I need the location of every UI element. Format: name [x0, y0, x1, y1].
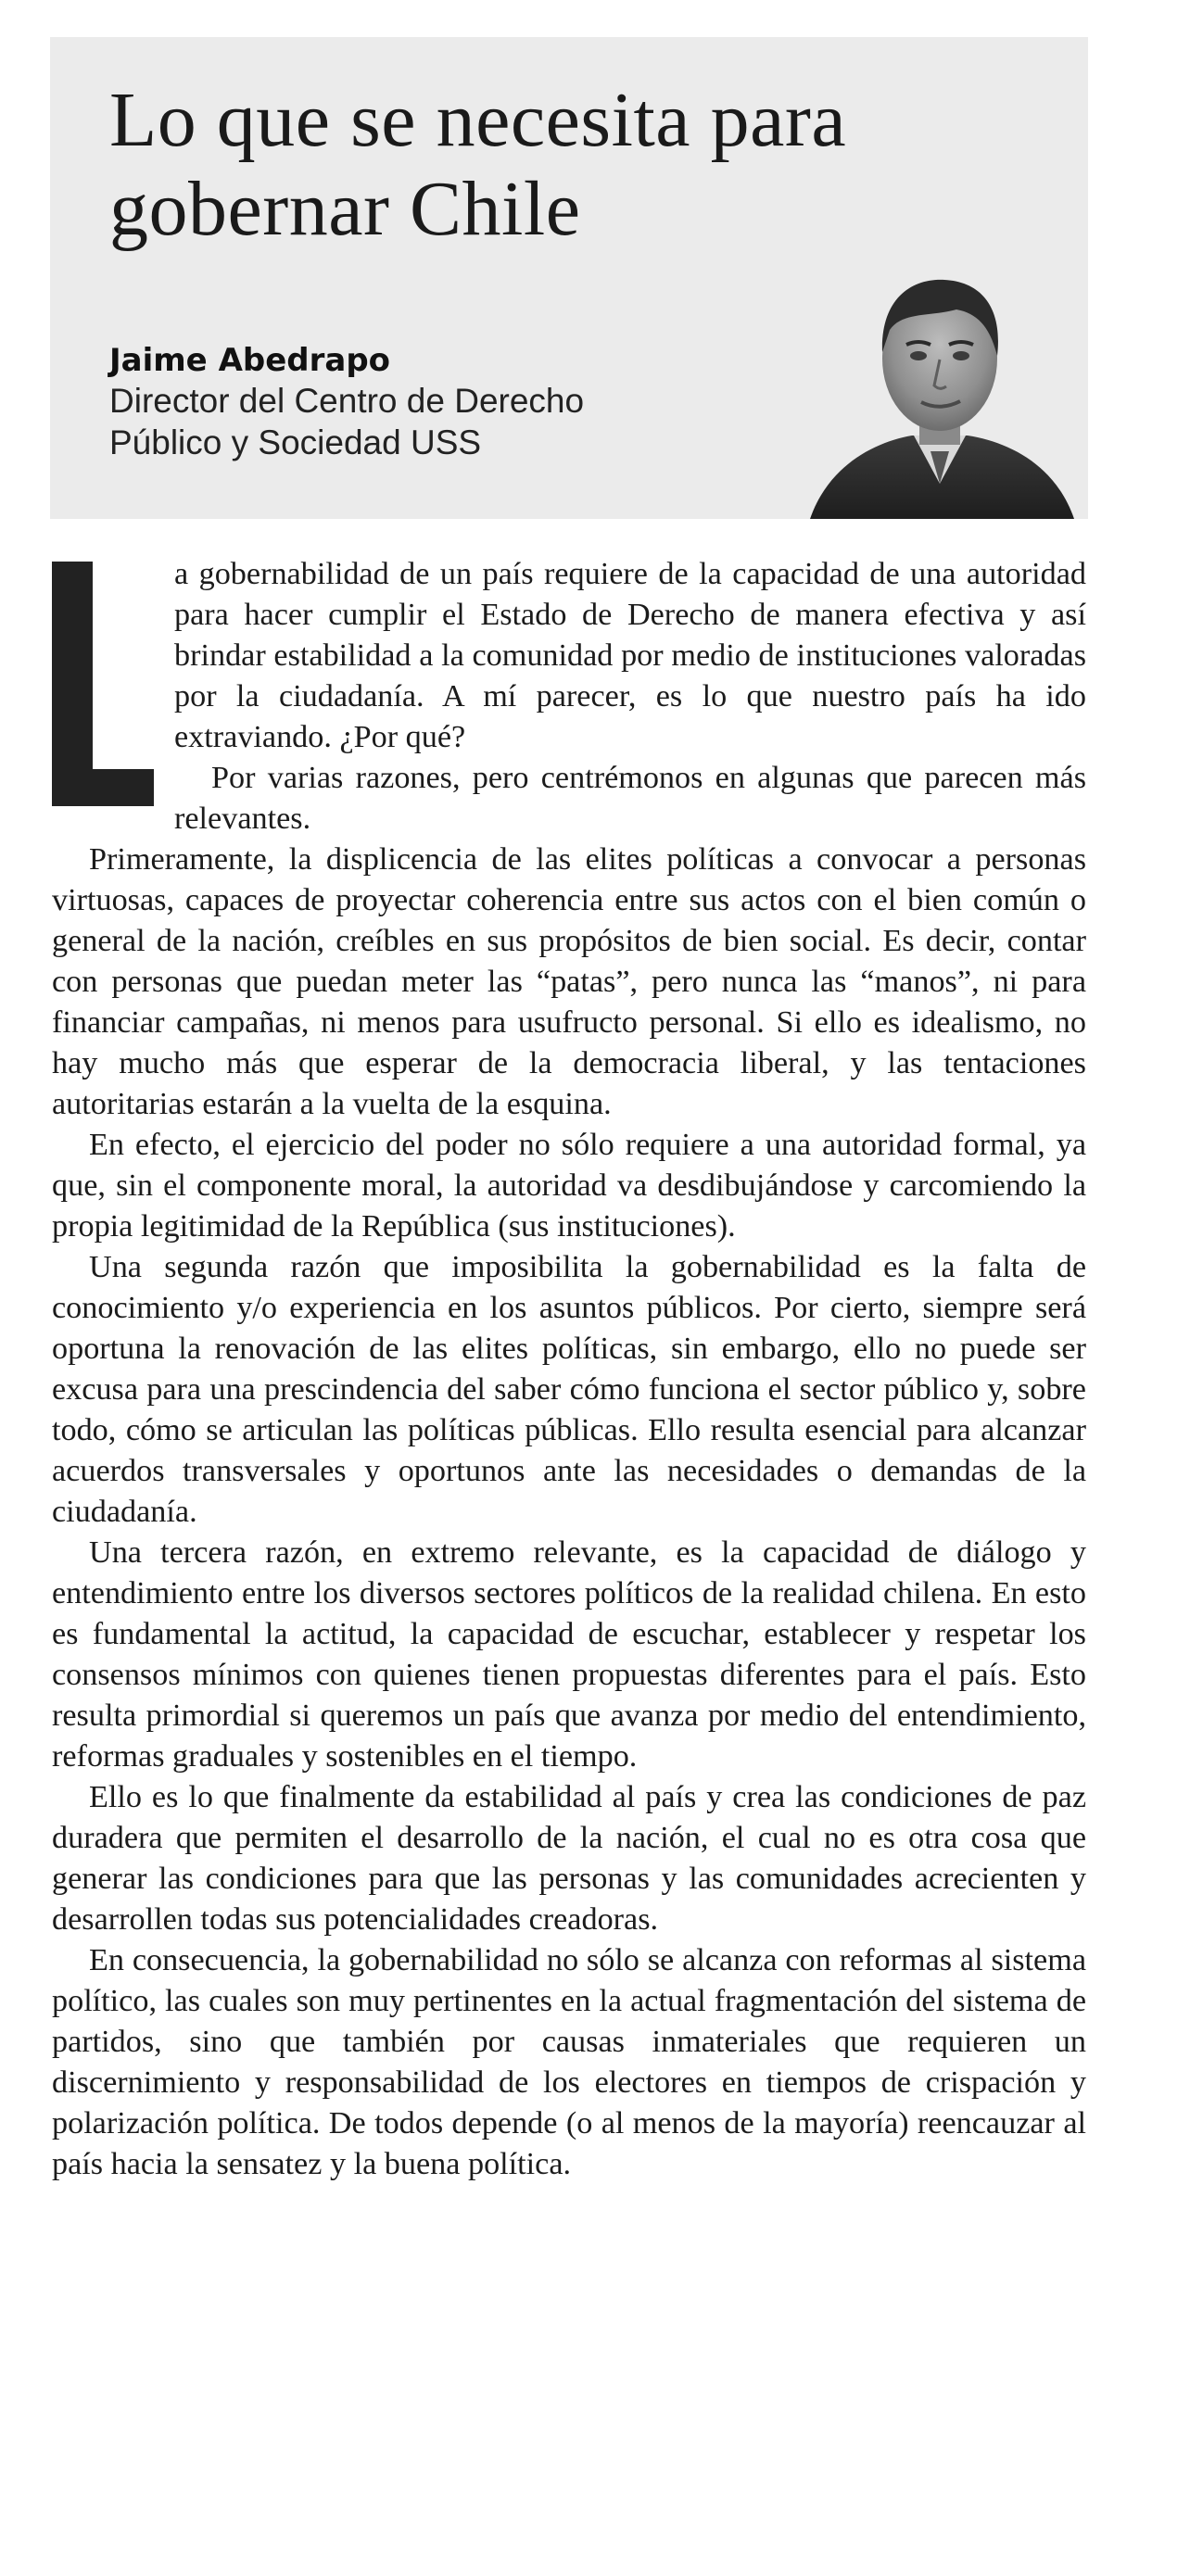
author-name: Jaime Abedrapo: [109, 342, 391, 379]
paragraph: En efecto, el ejercicio del poder no sólo requiere a una autoridad formal, ya que, sin el componente moral, la autoridad va desdibujándose y carcomiendo la propia legitimidad de la República (sus instituciones).: [52, 1128, 1086, 1244]
author-photo: [791, 252, 1088, 519]
paragraph: En consecuencia, la gobernabilidad no sólo se alcanza con reformas al sistema político, las cuales son muy pertinentes en la actual fragmentación del sistema de partidos, sino que también por causas inmateriales que requieren un discernimiento y responsabilidad de los electores en tiempos de crispación y polarización política. De todos depende (o al menos de la mayoría) reencauzar al país hacia la sensatez y la buena política.: [52, 1943, 1086, 2181]
author-org: USS: [410, 423, 482, 461]
byline: [109, 341, 758, 463]
paragraph: [52, 554, 1086, 758]
paragraph: Una tercera razón, en extremo relevante, es la capacidad de diálogo y entendimiento entre los diversos sectores políticos de la realidad chilena. En esto es fundamental la actitud, la capacidad de escuchar, establecer y respetar los consensos mínimos con quienes tienen propuestas diferentes para el país. Esto resulta primordial si queremos un país que avanza por medio del entendimiento, reformas graduales y sostenibles en el tiempo.: [52, 1535, 1086, 1774]
article-body: [52, 554, 1086, 2185]
paragraph-text: a gobernabilidad de un país requiere de la capacidad de una autoridad para hacer cumplir el Estado de Derecho de manera efectiva y así brindar estabilidad a la comunidad por medio de instituciones valoradas por la ciudadanía. A mí parecer, es lo que nuestro país ha ido extraviando. ¿Por qué?: [174, 557, 1086, 754]
paragraph: Primeramente, la displicencia de las elites políticas a convocar a personas virtuosas, capaces de proyectar coherencia entre sus actos con el bien común o general de la nación, creíbles en sus propósitos de bien social. Es decir, contar con personas que puedan meter las “patas”, pero nunca las “manos”, ni para financiar campañas, ni menos para usufructo personal. Si ello es idealismo, no hay mucho más que esperar de la democracia liberal, y las tentaciones autoritarias estarán a la vuelta de la esquina.: [52, 842, 1086, 1121]
author-role-line1: Director del Centro de Derecho: [109, 382, 585, 420]
drop-cap: [52, 562, 154, 806]
paragraph: Una segunda razón que imposibilita la gobernabilidad es la falta de conocimiento y/o experiencia en los asuntos públicos. Por cierto, siempre será oportuna la renovación de las elites políticas, sin embargo, ello no puede ser excusa para una prescindencia del saber cómo funciona el sector público y, sobre todo, cómo se articulan las políticas públicas. Ello resulta esencial para alcanzar acuerdos transversales y oportunos ante las necesidades o demandas de la ciudadanía.: [52, 1250, 1086, 1529]
author-role-line2: [109, 422, 758, 463]
author-role-prefix: Público y Sociedad: [109, 423, 411, 461]
paragraph: Por varias razones, pero centrémonos en algunas que parecen más relevantes.: [174, 761, 1086, 836]
paragraph: Ello es lo que finalmente da estabilidad al país y crea las condiciones de paz duradera que permiten el desarrollo de la nación, el cual no es otra cosa que generar las condiciones para que las personas y las comunidades acrecienten y desarrollen todas sus potencialidades creadoras.: [52, 1780, 1086, 1937]
article-headline: Lo que se necesita para gobernar Chile: [109, 77, 847, 252]
article-header: [50, 37, 1088, 519]
